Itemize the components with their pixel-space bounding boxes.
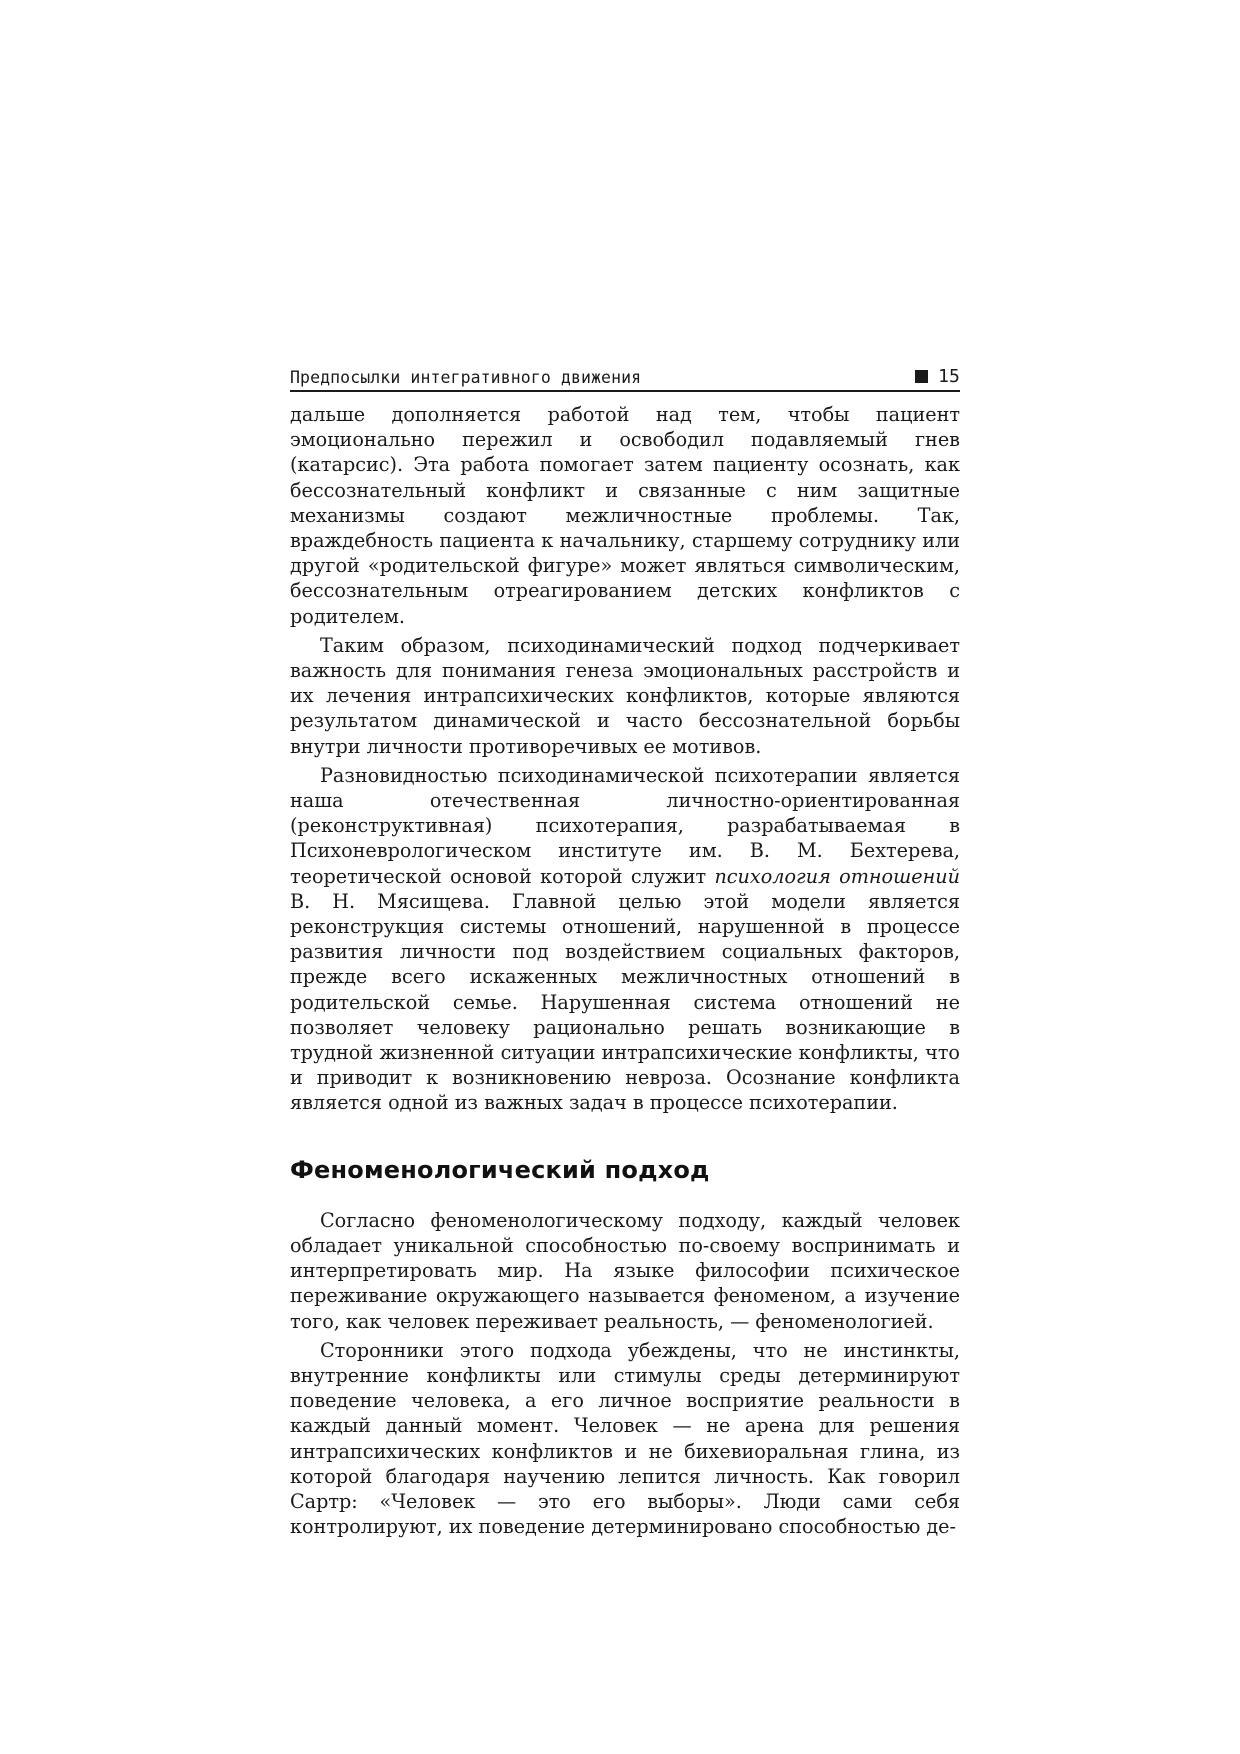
italic-term: психология отношений	[714, 864, 960, 888]
book-page	[290, 366, 960, 1539]
paragraph-text: В. Н. Мясищева. Главной целью этой модели является реконструкция системы отношений, нарушенной в процессе развития личности под воздействием социальных факторов, прежде всего искаженных межличностных отношений в родительской семье. Нарушенная система отношений не позволяет человеку рационально решать возникающие в трудной жизненной ситуации интрапсихические конфликты, что и приводит к возникновению невроза. Осознание конфликта является одной из важных задач в процессе психотерапии.	[290, 889, 960, 1115]
page-number-group	[915, 366, 960, 387]
paragraph	[290, 763, 960, 1116]
section-heading: Феноменологический подход	[290, 1155, 710, 1184]
running-title: Предпосылки интегративного движения	[290, 368, 642, 387]
page-number: 15	[938, 366, 960, 387]
paragraph-text: Разновидностью психодинамической психотерапии является наша отечественная личностно-ориентированная (реконструктивная) психотерапия, разрабатываемая в Психоневрологическом институте им. В. М. Бехтерева, теоретической основой которой служит	[290, 763, 960, 888]
body-text	[290, 402, 960, 1539]
paragraph: Сторонники этого подхода убеждены, что не инстинкты, внутренние конфликты или стимулы среды детерминируют поведение человека, а его личное восприятие реальности в каждый данный момент. Человек — не арена для решения интрапсихических конфликтов и не бихевиоральная глина, из которой благодаря научению лепится личность. Как говорил Сартр: «Человек — это его выборы». Люди сами себя контролируют, их поведение детерминировано способностью де-	[290, 1338, 960, 1539]
paragraph: Таким образом, психодинамический подход подчеркивает важность для понимания генеза эмоциональных расстройств и их лечения интрапсихических конфликтов, которые являются результатом динамической и часто бессознательной борьбы внутри личности противоречивых ее мотивов.	[290, 633, 960, 758]
paragraph: Согласно феноменологическому подходу, каждый человек обладает уникальной способностью по-своему воспринимать и интерпретировать мир. На языке философии психическое переживание окружающего называется феноменом, а изучение того, как человек переживает реальность, — феноменологией.	[290, 1208, 960, 1333]
paragraph: дальше дополняется работой над тем, чтобы пациент эмоционально пережил и освободил подавляемый гнев (катарсис). Эта работа помогает затем пациенту осознать, как бессознательный конфликт и связанные с ним защитные механизмы создают межличностные проблемы. Так, враждебность пациента к начальнику, старшему сотруднику или другой «родительской фигуре» может являться символическим, бессознательным отреагированием детских конфликтов с родителем.	[290, 403, 960, 628]
square-icon	[915, 370, 928, 383]
running-header	[290, 366, 960, 392]
